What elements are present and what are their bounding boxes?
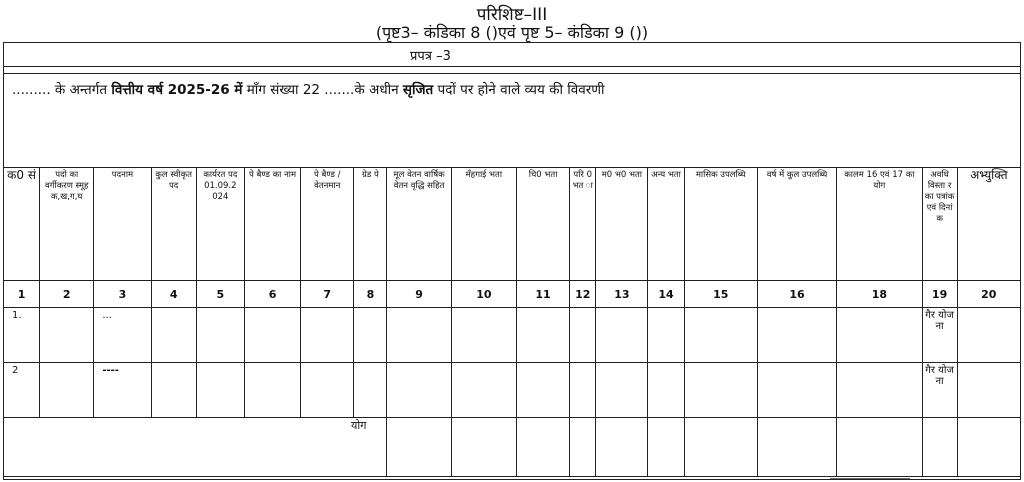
empty-cell <box>451 418 516 477</box>
post-cell: ... <box>94 308 151 363</box>
col-header: अवधि विस्ता र का पत्रांक एवं दिनां क <box>922 168 957 281</box>
col-header: मासिक उपलब्धि <box>684 168 757 281</box>
col-number: 11 <box>516 281 569 308</box>
empty-cell <box>151 308 196 363</box>
col-number: 14 <box>648 281 684 308</box>
empty-cell <box>596 363 648 418</box>
empty-cell <box>757 363 836 418</box>
empty-cell <box>922 418 957 477</box>
empty-cell <box>40 363 94 418</box>
empty-cell <box>244 308 300 363</box>
col-number: 4 <box>151 281 196 308</box>
col-number: 13 <box>596 281 648 308</box>
empty-cell <box>957 418 1020 477</box>
total-label: योग <box>4 418 387 477</box>
empty-cell <box>301 308 354 363</box>
statement-description <box>12 80 605 98</box>
empty-cell <box>757 308 836 363</box>
col-header: पदो का वर्गीकरण स्मूह क,ख,ग,घ <box>40 168 94 281</box>
desc-part: पदों पर होने वाले व्यय की विवरणी <box>433 82 605 98</box>
empty-cell <box>151 363 196 418</box>
desc-bold: सृजित <box>402 82 434 98</box>
divider <box>3 66 1021 67</box>
col-number: 7 <box>301 281 354 308</box>
signature-line <box>830 478 910 481</box>
empty-cell <box>570 363 596 418</box>
col-header: अभ्युक्ति <box>957 168 1020 281</box>
col-number: 19 <box>922 281 957 308</box>
empty-cell <box>387 418 451 477</box>
divider <box>3 73 1021 74</box>
desc-part: ......... के अन्तर्गत <box>12 82 112 98</box>
col-number: 5 <box>196 281 244 308</box>
col-header: ग्रेड पे <box>354 168 387 281</box>
total-row <box>4 418 1021 477</box>
col-number: 8 <box>354 281 387 308</box>
empty-cell <box>957 308 1020 363</box>
empty-cell <box>837 363 922 418</box>
plan-type-cell: गैर योज ना <box>922 308 957 363</box>
empty-cell <box>648 363 684 418</box>
table-row <box>4 363 1021 418</box>
col-number: 12 <box>570 281 596 308</box>
col-number: 2 <box>40 281 94 308</box>
desc-part: माँग संख्या 22 .......के अधीन <box>242 82 403 98</box>
empty-cell <box>684 418 757 477</box>
col-header: मँहगाई भता <box>451 168 516 281</box>
col-number: 1 <box>4 281 40 308</box>
empty-cell <box>516 363 569 418</box>
table-row <box>4 308 1021 363</box>
empty-cell <box>837 418 922 477</box>
expense-table <box>3 167 1021 477</box>
empty-cell <box>570 308 596 363</box>
col-number: 9 <box>387 281 451 308</box>
empty-cell <box>354 363 387 418</box>
empty-cell <box>196 363 244 418</box>
empty-cell <box>196 308 244 363</box>
empty-cell <box>684 308 757 363</box>
column-number-row <box>4 281 1021 308</box>
desc-bold: वित्तीय वर्ष 2025-26 में <box>111 82 243 98</box>
empty-cell <box>648 308 684 363</box>
serial-cell: 2 <box>4 363 40 418</box>
form-number: प्रपत्र –3 <box>410 49 451 64</box>
post-cell: ---- <box>94 363 151 418</box>
page-subtitle: (पृष्ट3– कंडिका 8 ()एवं पृष्ट 5– कंडिका 9 ()) <box>375 23 649 42</box>
empty-cell <box>684 363 757 418</box>
col-header: मूल वेतन वार्षिक वेतन वृद्धि सहित <box>387 168 451 281</box>
col-header: पे बैण्ड / वेतनमान <box>301 168 354 281</box>
header-row <box>4 168 1021 281</box>
col-number: 6 <box>244 281 300 308</box>
col-header: पदनाम <box>94 168 151 281</box>
serial-cell: 1. <box>4 308 40 363</box>
col-header: कार्यरत पद 01.09.2 024 <box>196 168 244 281</box>
empty-cell <box>451 363 516 418</box>
empty-cell <box>570 418 596 477</box>
empty-cell <box>516 308 569 363</box>
col-header: वर्ष में कुल उपलब्धि <box>757 168 836 281</box>
empty-cell <box>354 308 387 363</box>
col-number: 18 <box>837 281 922 308</box>
plan-type-cell: गैर योज ना <box>922 363 957 418</box>
col-header: पे बैण्ड का नाम <box>244 168 300 281</box>
empty-cell <box>648 418 684 477</box>
page-title: परिशिष्ट–III <box>476 5 548 25</box>
col-number: 3 <box>94 281 151 308</box>
col-header: क0 सं <box>4 168 40 281</box>
col-number: 15 <box>684 281 757 308</box>
col-header: अन्य भता <box>648 168 684 281</box>
empty-cell <box>40 308 94 363</box>
empty-cell <box>596 308 648 363</box>
col-header: म0 भ0 भता <box>596 168 648 281</box>
col-header: कालम 16 एवं 17 का योग <box>837 168 922 281</box>
empty-cell <box>837 308 922 363</box>
col-header: परि 0 भत ा <box>570 168 596 281</box>
col-number: 20 <box>957 281 1020 308</box>
empty-cell <box>301 363 354 418</box>
empty-cell <box>516 418 569 477</box>
empty-cell <box>244 363 300 418</box>
col-number: 10 <box>451 281 516 308</box>
empty-cell <box>957 363 1020 418</box>
col-header: चि0 भता <box>516 168 569 281</box>
col-number: 16 <box>757 281 836 308</box>
empty-cell <box>451 308 516 363</box>
empty-cell <box>387 363 451 418</box>
empty-cell <box>387 308 451 363</box>
empty-cell <box>757 418 836 477</box>
col-header: कुल स्वीकृत पद <box>151 168 196 281</box>
empty-cell <box>596 418 648 477</box>
